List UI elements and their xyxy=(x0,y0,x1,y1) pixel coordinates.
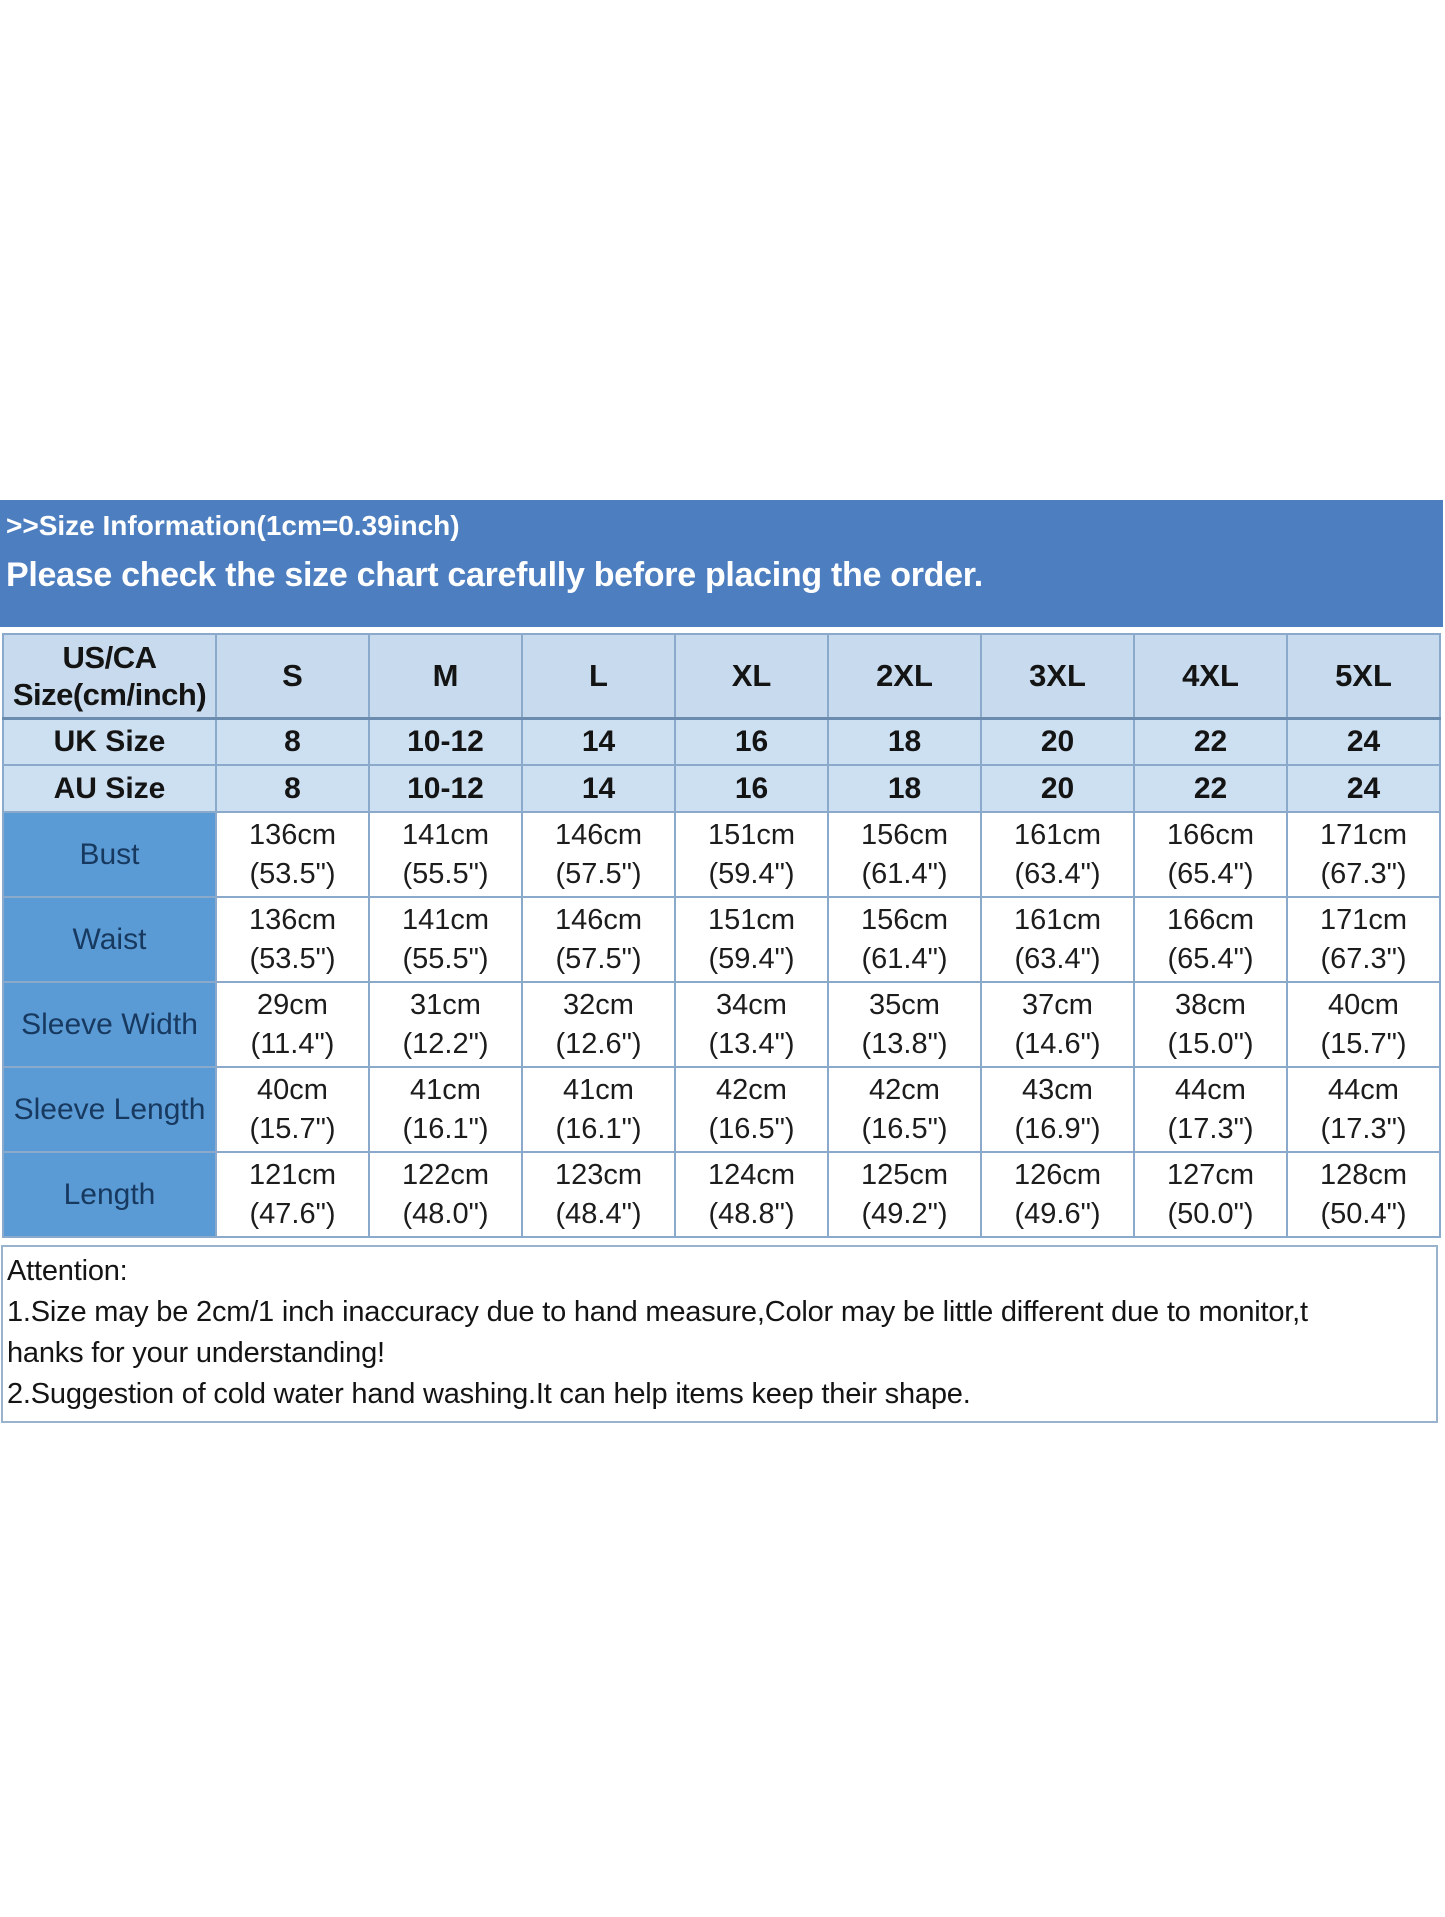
sleeve-width-cell xyxy=(1134,982,1287,1067)
cm-value: 40cm xyxy=(257,1073,328,1106)
attention-title: Attention: xyxy=(7,1255,128,1287)
sleeve-length-cell xyxy=(369,1067,522,1152)
inch-value: (15.7") xyxy=(1320,1027,1407,1060)
uk-size-value: 24 xyxy=(1287,718,1440,765)
inch-value: (50.0") xyxy=(1167,1197,1254,1230)
inch-value: (49.6") xyxy=(1014,1197,1101,1230)
cm-value: 156cm xyxy=(860,818,949,851)
sleeve-length-cell xyxy=(522,1067,675,1152)
sleeve-length-cell xyxy=(1134,1067,1287,1152)
uk-size-value: 14 xyxy=(522,718,675,765)
inch-value: (13.4") xyxy=(708,1027,795,1060)
inch-value: (67.3") xyxy=(1320,857,1407,890)
size-header-3xl: 3XL xyxy=(981,634,1134,718)
size-header-m: M xyxy=(369,634,522,718)
length-row xyxy=(3,1152,1440,1237)
sleeve-length-cell xyxy=(1287,1067,1440,1152)
cm-value: 124cm xyxy=(707,1158,796,1191)
banner-subtitle: Please check the size chart carefully before placing the order. xyxy=(6,556,983,594)
waist-cell xyxy=(828,897,981,982)
inch-value: (16.1") xyxy=(402,1112,489,1145)
inch-value: (53.5") xyxy=(249,857,336,890)
cm-value: 37cm xyxy=(1022,988,1093,1021)
inch-value: (14.6") xyxy=(1014,1027,1101,1060)
inch-value: (12.2") xyxy=(402,1027,489,1060)
length-cell xyxy=(675,1152,828,1237)
cm-value: 161cm xyxy=(1013,818,1102,851)
inch-value: (13.8") xyxy=(861,1027,948,1060)
inch-value: (17.3") xyxy=(1320,1112,1407,1145)
size-header-5xl: 5XL xyxy=(1287,634,1440,718)
cm-value: 136cm xyxy=(248,903,337,936)
inch-value: (63.4") xyxy=(1014,857,1101,890)
au-size-label: AU Size xyxy=(3,765,216,812)
inch-value: (59.4") xyxy=(708,942,795,975)
size-header-4xl: 4XL xyxy=(1134,634,1287,718)
inch-value: (16.1") xyxy=(555,1112,642,1145)
cm-value: 151cm xyxy=(707,903,796,936)
inch-value: (47.6") xyxy=(249,1197,336,1230)
corner-header-line1: US/CA xyxy=(62,639,157,675)
sleeve-width-cell xyxy=(216,982,369,1067)
cm-value: 43cm xyxy=(1022,1073,1093,1106)
length-cell xyxy=(216,1152,369,1237)
inch-value: (65.4") xyxy=(1167,857,1254,890)
uk-size-value: 10-12 xyxy=(369,718,522,765)
sleeve-width-cell xyxy=(522,982,675,1067)
inch-value: (59.4") xyxy=(708,857,795,890)
cm-value: 29cm xyxy=(257,988,328,1021)
au-size-row xyxy=(3,765,1440,812)
cm-value: 166cm xyxy=(1166,818,1255,851)
inch-value: (48.4") xyxy=(555,1197,642,1230)
cm-value: 166cm xyxy=(1166,903,1255,936)
inch-value: (16.5") xyxy=(708,1112,795,1145)
attention-line-1: 1.Size may be 2cm/1 inch inaccuracy due to hand measure,Color may be little different due to monitor,t xyxy=(7,1296,1308,1328)
cm-value: 123cm xyxy=(554,1158,643,1191)
uk-size-value: 20 xyxy=(981,718,1134,765)
cm-value: 122cm xyxy=(401,1158,490,1191)
sleeve-width-cell xyxy=(369,982,522,1067)
bust-cell xyxy=(369,812,522,897)
cm-value: 34cm xyxy=(716,988,787,1021)
cm-value: 171cm xyxy=(1319,818,1408,851)
cm-value: 146cm xyxy=(554,818,643,851)
cm-value: 32cm xyxy=(563,988,634,1021)
sleeve-width-row xyxy=(3,982,1440,1067)
cm-value: 42cm xyxy=(716,1073,787,1106)
sleeve-length-cell xyxy=(981,1067,1134,1152)
inch-value: (55.5") xyxy=(402,857,489,890)
length-cell xyxy=(1287,1152,1440,1237)
sleeve-length-cell xyxy=(216,1067,369,1152)
sleeve-length-cell xyxy=(675,1067,828,1152)
attention-line-3: 2.Suggestion of cold water hand washing.It can help items keep their shape. xyxy=(7,1378,971,1410)
cm-value: 121cm xyxy=(248,1158,337,1191)
inch-value: (11.4") xyxy=(250,1027,335,1060)
uk-size-value: 8 xyxy=(216,718,369,765)
inch-value: (65.4") xyxy=(1167,942,1254,975)
inch-value: (15.7") xyxy=(249,1112,336,1145)
bust-row-label: Bust xyxy=(3,812,216,897)
bust-cell xyxy=(981,812,1134,897)
au-size-value: 20 xyxy=(981,765,1134,812)
cm-value: 42cm xyxy=(869,1073,940,1106)
cm-value: 127cm xyxy=(1166,1158,1255,1191)
cm-value: 41cm xyxy=(563,1073,634,1106)
cm-value: 125cm xyxy=(860,1158,949,1191)
waist-cell xyxy=(369,897,522,982)
waist-cell xyxy=(522,897,675,982)
au-size-value: 18 xyxy=(828,765,981,812)
au-size-value: 8 xyxy=(216,765,369,812)
corner-header-line2: Size(cm/inch) xyxy=(12,676,207,712)
waist-cell xyxy=(216,897,369,982)
inch-value: (12.6") xyxy=(555,1027,642,1060)
inch-value: (15.0") xyxy=(1167,1027,1254,1060)
size-header-l: L xyxy=(522,634,675,718)
cm-value: 151cm xyxy=(707,818,796,851)
waist-cell xyxy=(981,897,1134,982)
cm-value: 161cm xyxy=(1013,903,1102,936)
sleeve-width-cell xyxy=(1287,982,1440,1067)
sleeve-width-cell xyxy=(981,982,1134,1067)
inch-value: (48.0") xyxy=(402,1197,489,1230)
inch-value: (61.4") xyxy=(861,857,948,890)
au-size-value: 10-12 xyxy=(369,765,522,812)
corner-header-cell xyxy=(3,634,216,718)
bust-cell xyxy=(828,812,981,897)
inch-value: (57.5") xyxy=(555,857,642,890)
inch-value: (57.5") xyxy=(555,942,642,975)
bust-cell xyxy=(1287,812,1440,897)
cm-value: 136cm xyxy=(248,818,337,851)
length-cell xyxy=(1134,1152,1287,1237)
cm-value: 128cm xyxy=(1319,1158,1408,1191)
sleeve-length-cell xyxy=(828,1067,981,1152)
waist-cell xyxy=(675,897,828,982)
sleeve-width-cell xyxy=(828,982,981,1067)
length-row-label: Length xyxy=(3,1152,216,1237)
waist-cell xyxy=(1287,897,1440,982)
bust-row xyxy=(3,812,1440,897)
inch-value: (17.3") xyxy=(1167,1112,1254,1145)
sleeve-length-row-label: Sleeve Length xyxy=(3,1067,216,1152)
length-cell xyxy=(981,1152,1134,1237)
inch-value: (48.8") xyxy=(708,1197,795,1230)
cm-value: 40cm xyxy=(1328,988,1399,1021)
size-header-xl: XL xyxy=(675,634,828,718)
sleeve-width-row-label: Sleeve Width xyxy=(3,982,216,1067)
size-information-banner xyxy=(0,500,1443,627)
inch-value: (49.2") xyxy=(861,1197,948,1230)
attention-line-2: hanks for your understanding! xyxy=(7,1337,385,1369)
cm-value: 126cm xyxy=(1013,1158,1102,1191)
cm-value: 31cm xyxy=(410,988,481,1021)
length-cell xyxy=(522,1152,675,1237)
cm-value: 146cm xyxy=(554,903,643,936)
au-size-value: 14 xyxy=(522,765,675,812)
size-header-row xyxy=(3,634,1440,718)
cm-value: 141cm xyxy=(401,903,490,936)
waist-row-label: Waist xyxy=(3,897,216,982)
attention-note xyxy=(1,1245,1438,1423)
bust-cell xyxy=(216,812,369,897)
inch-value: (55.5") xyxy=(402,942,489,975)
cm-value: 44cm xyxy=(1328,1073,1399,1106)
cm-value: 38cm xyxy=(1175,988,1246,1021)
inch-value: (16.9") xyxy=(1014,1112,1101,1145)
length-cell xyxy=(369,1152,522,1237)
bust-cell xyxy=(522,812,675,897)
waist-cell xyxy=(1134,897,1287,982)
size-chart-table xyxy=(2,633,1441,1238)
bust-cell xyxy=(1134,812,1287,897)
au-size-value: 16 xyxy=(675,765,828,812)
uk-size-label: UK Size xyxy=(3,718,216,765)
uk-size-value: 18 xyxy=(828,718,981,765)
cm-value: 35cm xyxy=(869,988,940,1021)
au-size-value: 24 xyxy=(1287,765,1440,812)
waist-row xyxy=(3,897,1440,982)
inch-value: (53.5") xyxy=(249,942,336,975)
inch-value: (16.5") xyxy=(861,1112,948,1145)
inch-value: (63.4") xyxy=(1014,942,1101,975)
sleeve-length-row xyxy=(3,1067,1440,1152)
inch-value: (50.4") xyxy=(1320,1197,1407,1230)
size-header-s: S xyxy=(216,634,369,718)
uk-size-value: 16 xyxy=(675,718,828,765)
cm-value: 141cm xyxy=(401,818,490,851)
uk-size-row xyxy=(3,718,1440,765)
size-header-2xl: 2XL xyxy=(828,634,981,718)
cm-value: 41cm xyxy=(410,1073,481,1106)
length-cell xyxy=(828,1152,981,1237)
uk-size-value: 22 xyxy=(1134,718,1287,765)
banner-title: >>Size Information(1cm=0.39inch) xyxy=(6,510,460,541)
cm-value: 156cm xyxy=(860,903,949,936)
au-size-value: 22 xyxy=(1134,765,1287,812)
inch-value: (67.3") xyxy=(1320,942,1407,975)
cm-value: 171cm xyxy=(1319,903,1408,936)
bust-cell xyxy=(675,812,828,897)
cm-value: 44cm xyxy=(1175,1073,1246,1106)
inch-value: (61.4") xyxy=(861,942,948,975)
sleeve-width-cell xyxy=(675,982,828,1067)
